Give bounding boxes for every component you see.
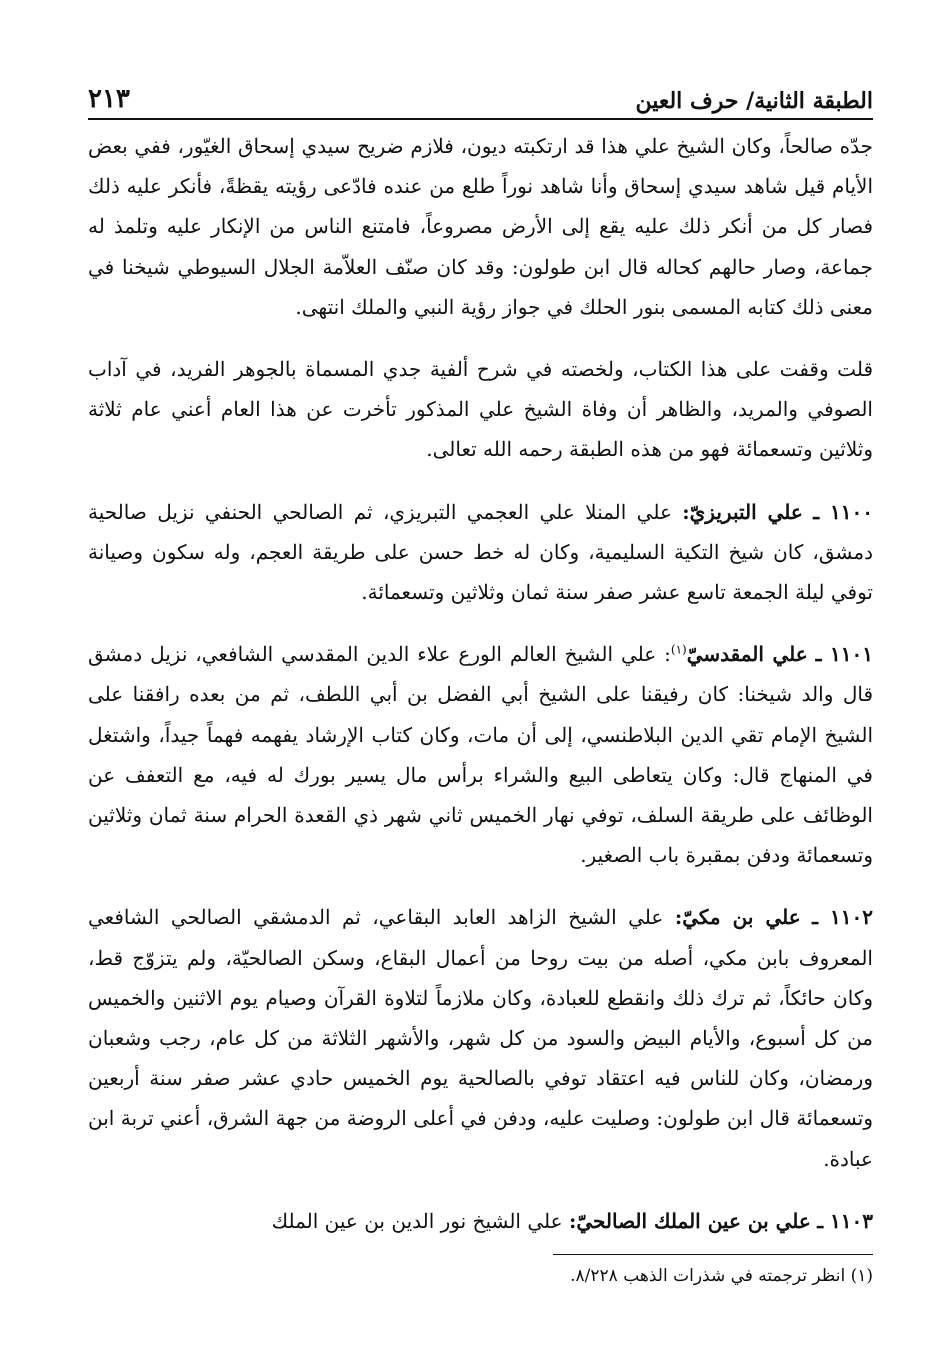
header-divider <box>88 118 873 120</box>
entry-text: علي الشيخ الزاهد العابد البقاعي، ثم الدمشقي الصالحي الشافعي المعروف بابن مكي، أصله من بيت روحا من أعمال البقاع، وسكن الصالحيّة، ولم يتزوّج قط، وكان حائكاً، ثم ترك ذلك وانقطع للعبادة، وكان ملازماً لتلاوة القرآن وصيام يوم الاثنين والخميس من كل أسبوع، والأيام البيض والسود من كل شهر، والأشهر الثلاثة من كل عام، رجب وشعبان ورمضان، وكان للناس فيه اعتقاد توفي بالصالحية يوم الخميس حادي عشر صفر سنة أربعين وتسعمائة قال ابن طولون: وصليت عليه، ودفن في أعلى الروضة من جهة الشرق، أعني تربة ابن عبادة. <box>88 905 873 1171</box>
main-text <box>88 126 873 1241</box>
biography-entry <box>88 634 873 875</box>
footnote-marker: (١) <box>850 1266 873 1286</box>
paragraph-text: جدّه صالحاً، وكان الشيخ علي هذا قد ارتكبته ديون، فلازم ضريح سيدي إسحاق الغيّور، ففي بعض الأيام قيل شاهد سيدي إسحاق وأنا شاهد نوراً طلع من عنده فادّعى رؤيته يقظةً، فأنكر عليه ذلك فصار كل من أنكر ذلك عليه يقع إلى الأرض مصروعاً، فامتنع الناس من الإنكار عليه وتلمذ له جماعة، وصار حالهم كحاله قال ابن طولون: وقد كان صنّف العلاّمة الجلال السيوطي شيخنا في معنى ذلك كتابه المسمى بنور الحلك في جواز رؤية النبي والملك انتهى. <box>88 134 873 319</box>
paragraph <box>88 349 873 470</box>
paragraph-text: قلت وقفت على هذا الكتاب، ولخصته في شرح ألفية جدي المسماة بالجوهر الفريد، في آداب الصوفي والمريد، والظاهر أن وفاة الشيخ علي المذكور تأخرت عن هذا العام أعني عام ثلاثة وثلاثين وتسعمائة فهو من هذه الطبقة رحمه الله تعالى. <box>88 357 873 462</box>
entry-text: : علي الشيخ العالم الورع علاء الدين المقدسي الشافعي، نزيل دمشق قال والد شيخنا: كان رفيقنا على الشيخ أبي الفضل بن أبي اللطف، ثم من بعده رافقنا على الشيخ الإمام تقي الدين البلاطنسي، إلى أن مات، وكان كتاب الإرشاد يفهمه فهماً جيداً، واشتغل في المنهاج قال: وكان يتعاطى البيع والشراء برأس مال يسير بورك له فيه، مع التعفف عن الوظائف على طريقة السلف، توفي نهار الخميس ثاني شهر ذي القعدة الحرام سنة ثمان وثلاثين وتسعمائة ودفن بمقبرة باب الصغير. <box>88 642 873 868</box>
biography-entry <box>88 897 873 1178</box>
section-title: الطبقة الثانية/ حرف العين <box>635 88 873 114</box>
entry-name: علي المقدسيّ <box>686 642 808 667</box>
entry-name: علي التبريزيّ: <box>682 499 803 524</box>
paragraph <box>88 126 873 327</box>
entry-name: علي بن مكيّ: <box>674 905 801 930</box>
entry-number: ١١٠٠ ـ <box>813 499 874 524</box>
entry-text: علي المنلا علي العجمي التبريزي، ثم الصالحي الحنفي نزيل صالحية دمشق، كان شيخ التكية السليمية، وكان له خط حسن على طريقة العجم، وله سكون وصيانة توفي ليلة الجمعة تاسع عشر صفر سنة ثمان وثلاثين وتسعمائة. <box>88 499 873 605</box>
biography-entry <box>88 492 873 613</box>
entry-number: ١١٠٢ ـ <box>812 905 874 930</box>
entry-number: ١١٠١ ـ <box>815 642 874 667</box>
entry-name: علي بن عين الملك الصالحيّ: <box>568 1208 811 1233</box>
footnote-reference[interactable]: (١) <box>670 642 687 657</box>
running-header <box>88 66 873 114</box>
footnote <box>88 1262 873 1290</box>
footnote-divider <box>553 1254 873 1255</box>
biography-entry <box>88 1201 873 1241</box>
entry-text: علي الشيخ نور الدين بن عين الملك <box>271 1208 563 1233</box>
page-number: ٢١٣ <box>88 84 130 114</box>
entry-number: ١١٠٣ ـ <box>817 1208 873 1233</box>
footnote-text: انظر ترجمته في شذرات الذهب ٨/٢٢٨. <box>570 1266 846 1286</box>
